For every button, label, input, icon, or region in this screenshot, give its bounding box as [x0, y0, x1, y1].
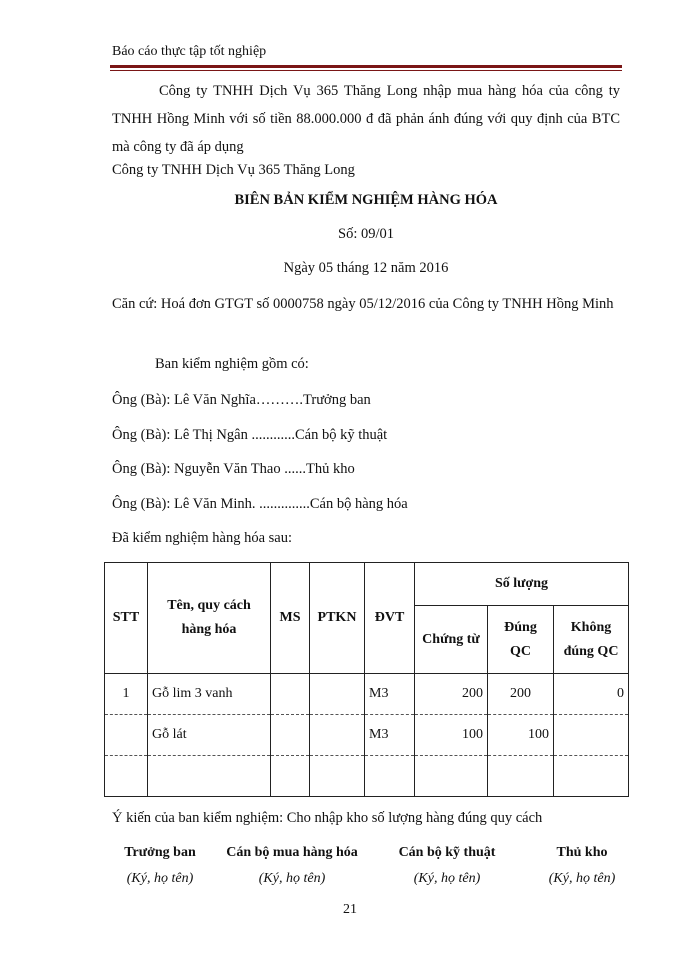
- intro-paragraph: Công ty TNHH Dịch Vụ 365 Thăng Long nhập mua hàng hóa của công ty TNHH Hồng Minh với số tiền 88.000.000 đ đã phản ánh đúng với quy định của BTC mà công ty đã áp dụng: [112, 83, 620, 155]
- signature-note: (Ký, họ tên): [548, 871, 616, 886]
- cell-ms: [271, 756, 310, 797]
- page-number: 21: [343, 902, 357, 917]
- cell-per-doc: 200: [415, 674, 488, 715]
- table-row: [105, 674, 629, 715]
- inspection-opinion: Ý kiến của ban kiểm nghiệm: Cho nhập kho số lượng hàng đúng quy cách: [112, 810, 543, 826]
- cell-ptkn: [310, 715, 365, 756]
- cell-dvt: M3: [365, 715, 415, 756]
- signature-title: Thủ kho: [556, 845, 608, 860]
- signature-title: Cán bộ mua hàng hóa: [226, 845, 358, 860]
- cell-ms: [271, 674, 310, 715]
- signature-note: (Ký, họ tên): [258, 871, 326, 886]
- cell-stt: [105, 756, 148, 797]
- header-name: Tên, quy cách hàng hóa: [148, 563, 271, 674]
- cell-name: Gỗ lim 3 vanh: [148, 674, 271, 715]
- committee-intro: Ban kiểm nghiệm gồm có:: [155, 356, 309, 372]
- signature-note: (Ký, họ tên): [126, 871, 194, 886]
- cell-incorrect: 0: [554, 674, 629, 715]
- report-basis: Căn cứ: Hoá đơn GTGT số 0000758 ngày 05/12/2016 của Công ty TNHH Hồng Minh: [112, 296, 614, 312]
- header-stt: STT: [105, 563, 148, 674]
- member-item: Ông (Bà): Lê Thị Ngân ............Cán bộ kỹ thuật: [112, 427, 388, 443]
- signature-block: [372, 845, 522, 887]
- header-title: Báo cáo thực tập tốt nghiệp: [112, 44, 267, 59]
- header-ptkn: PTKN: [310, 563, 365, 674]
- inspected-intro: Đã kiểm nghiệm hàng hóa sau:: [112, 530, 292, 546]
- signature-title: Trưởng ban: [124, 845, 196, 860]
- report-title: BIÊN BẢN KIỂM NGHIỆM HÀNG HÓA: [234, 192, 498, 208]
- header-incorrect: Không đúng QC: [554, 606, 629, 674]
- table-row: [105, 756, 629, 797]
- cell-ms: [271, 715, 310, 756]
- header-per-doc: Chứng từ: [415, 606, 488, 674]
- header-correct: Đúng QC: [488, 606, 554, 674]
- signature-block: [532, 845, 632, 887]
- signature-block: [212, 845, 372, 887]
- cell-stt: 1: [105, 674, 148, 715]
- goods-table: [104, 562, 629, 797]
- cell-per-doc: 100: [415, 715, 488, 756]
- report-number: Số: 09/01: [338, 226, 394, 242]
- cell-dvt: [365, 756, 415, 797]
- header-ms: MS: [271, 563, 310, 674]
- member-item: Ông (Bà): Lê Văn Minh. ..............Cán bộ hàng hóa: [112, 496, 408, 512]
- company-name: Công ty TNHH Dịch Vụ 365 Thăng Long: [112, 162, 355, 178]
- signature-title: Cán bộ kỹ thuật: [398, 845, 496, 860]
- cell-correct: [488, 756, 554, 797]
- cell-per-doc: [415, 756, 488, 797]
- signature-note: (Ký, họ tên): [413, 871, 481, 886]
- header-rule: [110, 65, 622, 68]
- header-dvt: ĐVT: [365, 563, 415, 674]
- cell-incorrect: [554, 715, 629, 756]
- cell-correct: 100: [488, 715, 554, 756]
- cell-name: Gỗ lát: [148, 715, 271, 756]
- cell-name: [148, 756, 271, 797]
- cell-incorrect: [554, 756, 629, 797]
- cell-ptkn: [310, 756, 365, 797]
- member-item: Ông (Bà): Nguyễn Văn Thao ......Thủ kho: [112, 461, 355, 477]
- cell-stt: [105, 715, 148, 756]
- report-date: Ngày 05 tháng 12 năm 2016: [283, 260, 449, 276]
- cell-dvt: M3: [365, 674, 415, 715]
- member-item: Ông (Bà): Lê Văn Nghĩa……….Trưởng ban: [112, 392, 371, 408]
- cell-correct: 200: [488, 674, 554, 715]
- signature-block: [110, 845, 210, 887]
- header-rule-thin: [110, 70, 622, 71]
- table-row: [105, 715, 629, 756]
- cell-ptkn: [310, 674, 365, 715]
- header-quantity: Số lượng: [415, 563, 629, 606]
